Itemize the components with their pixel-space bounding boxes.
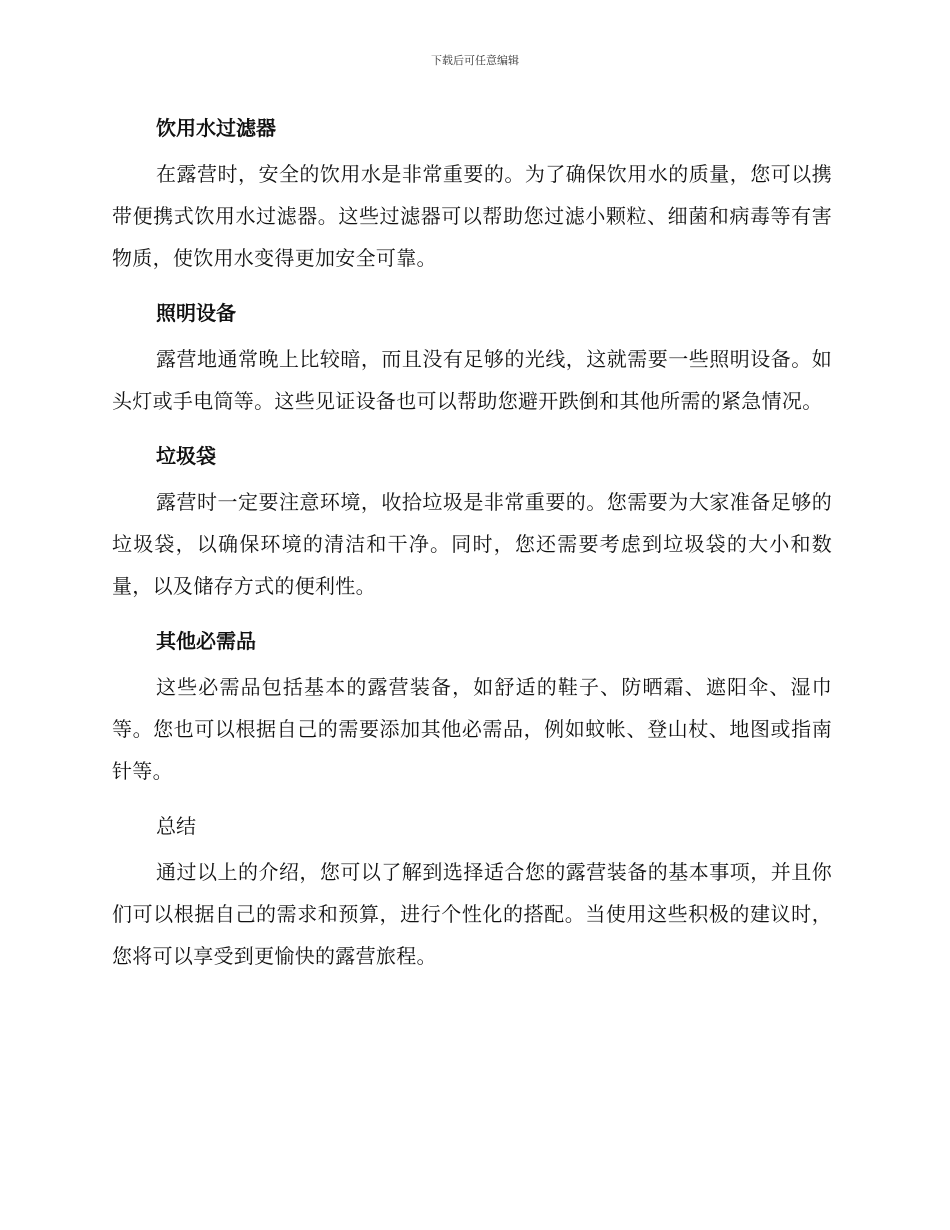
section-heading-water-filter: 饮用水过滤器	[156, 116, 276, 140]
document-body	[112, 108, 832, 991]
section-body-trash-bags: 露营时一定要注意环境，收拾垃圾是非常重要的。您需要为大家准备足够的垃圾袋，以确保环境的清洁和干净。同时，您还需要考虑到垃圾袋的大小和数量，以及储存方式的便利性。	[112, 490, 832, 598]
section-body-other-essentials: 这些必需品包括基本的露营装备，如舒适的鞋子、防晒霜、遮阳伞、湿巾等。您也可以根据自己的需要添加其他必需品，例如蚊帐、登山杖、地图或指南针等。	[112, 675, 832, 783]
section-body-lighting: 露营地通常晚上比较暗，而且没有足够的光线，这就需要一些照明设备。如头灯或手电筒等。这些见证设备也可以帮助您避开跌倒和其他所需的紧急情况。	[112, 347, 832, 413]
section-body-summary: 通过以上的介绍，您可以了解到选择适合您的露营装备的基本事项，并且你们可以根据自己的需求和预算，进行个性化的搭配。当使用这些积极的建议时，您将可以享受到更愉快的露营旅程。	[112, 860, 832, 968]
section-heading-summary: 总结	[156, 814, 196, 838]
section-heading-lighting: 照明设备	[156, 301, 236, 325]
section-heading-other-essentials: 其他必需品	[156, 629, 256, 653]
page-header: 下载后可任意编辑	[431, 54, 519, 67]
section-heading-trash-bags: 垃圾袋	[156, 444, 216, 468]
section-body-water-filter: 在露营时，安全的饮用水是非常重要的。为了确保饮用水的质量，您可以携带便携式饮用水过滤器。这些过滤器可以帮助您过滤小颗粒、细菌和病毒等有害物质，使饮用水变得更加安全可靠。	[112, 162, 832, 270]
